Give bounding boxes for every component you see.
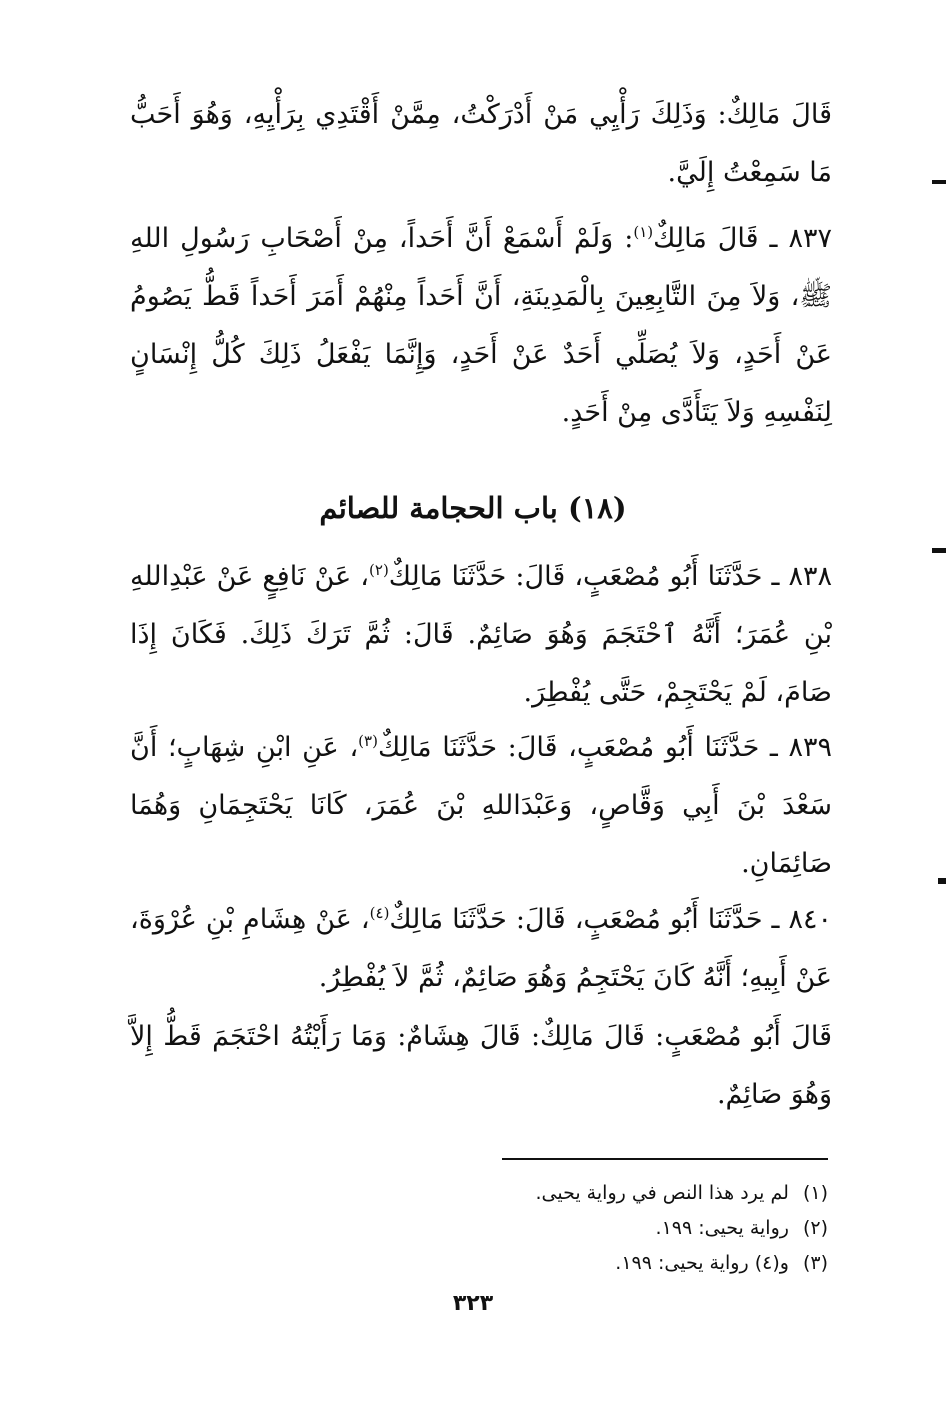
hadith-lead: ٨٤٠ ـ حَدَّثَنَا أَبُو مُصْعَبٍ، قَالَ: حَدَّثَنَا مَالِكٌ bbox=[389, 904, 832, 935]
scan-edge-mark bbox=[938, 878, 946, 884]
footnote-number: (١) bbox=[802, 1182, 828, 1204]
page-number: ٣٢٣ bbox=[452, 1291, 494, 1316]
footnote-text: رواية يحيى: ١٩٩. bbox=[655, 1217, 789, 1239]
paragraph-malik-opinion bbox=[130, 86, 832, 202]
footnote-2 bbox=[128, 1211, 828, 1246]
footnote-3 bbox=[128, 1246, 828, 1281]
paragraph-hisham bbox=[130, 1008, 832, 1124]
footnote-ref: (٣) bbox=[358, 732, 378, 750]
footnote-number: (٢) bbox=[802, 1217, 828, 1239]
hadith-837 bbox=[130, 210, 832, 442]
scan-edge-mark bbox=[932, 548, 946, 553]
hadith-lead: ٨٣٨ ـ حَدَّثَنَا أَبُو مُصْعَبٍ، قَالَ: حَدَّثَنَا مَالِكٌ bbox=[388, 561, 832, 592]
hadith-lead: ٨٣٧ ـ قَالَ مَالِكٌ bbox=[653, 223, 832, 254]
hadith-text: ، عَنْ نَافِعٍ عَنْ عَبْدِاللهِ بْنِ عُمَرَ؛ أَنَّهُ ٱحْتَجَمَ وَهُوَ صَائِمٌ. قَالَ: ثُمَّ تَرَكَ ذَلِكَ. فَكَانَ إِذَا صَامَ، لَمْ يَحْتَجِمْ، حَتَّى يُفْطِرَ. bbox=[130, 561, 832, 708]
footnote-number: (٣) bbox=[802, 1252, 828, 1274]
paragraph-text: قَالَ مَالِكٌ: وَذَلِكَ رَأْيِي مَنْ أَدْرَكْتُ، مِمَّنْ أَقْتَدِي بِرَأْيِهِ، وَهُوَ أَحَبُّ مَا سَمِعْتُ إِلَيَّ. bbox=[130, 99, 832, 188]
hadith-840 bbox=[130, 891, 832, 1007]
footnote-text: لم يرد هذا النص في رواية يحيى. bbox=[535, 1182, 789, 1204]
footnote-text: و(٤) رواية يحيى: ١٩٩. bbox=[615, 1252, 789, 1274]
footnote-1 bbox=[128, 1176, 828, 1211]
scan-edge-mark bbox=[932, 180, 946, 184]
paragraph-text: قَالَ أَبُو مُصْعَبٍ: قَالَ مَالِكٌ: قَالَ هِشَامٌ: وَمَا رَأَيْتُهُ احْتَجَمَ قَطُّ إِلاَّ وَهُوَ صَائِمٌ. bbox=[130, 1021, 832, 1110]
footnotes bbox=[128, 1176, 828, 1281]
footnote-ref: (١) bbox=[633, 223, 654, 241]
hadith-text: ، عَنِ ابْنِ شِهَابٍ؛ أَنَّ سَعْدَ بْنَ أَبِي وَقَّاصٍ، وَعَبْدَاللهِ بْنَ عُمَرَ، كَانَا يَحْتَجِمَانِ وَهُمَا صَائِمَانِ. bbox=[130, 732, 832, 879]
footnote-ref: (٤) bbox=[369, 904, 390, 922]
hadith-text: ، عَنْ هِشَامِ بْنِ عُرْوَةَ، عَنْ أَبِيهِ؛ أَنَّهُ كَانَ يَحْتَجِمُ وَهُوَ صَائِمٌ، ثُمَّ لاَ يُفْطِرُ. bbox=[130, 904, 832, 993]
footnote-divider bbox=[502, 1158, 828, 1160]
hadith-838 bbox=[130, 548, 832, 722]
footnote-ref: (٢) bbox=[369, 561, 389, 579]
hadith-839 bbox=[130, 719, 832, 893]
section-heading: (١٨) باب الحجامة للصائم bbox=[319, 491, 627, 525]
hadith-text: : وَلَمْ أَسْمَعْ أَنَّ أَحَداً، مِنْ أَصْحَابِ رَسُولِ اللهِ ﷺ، وَلاَ مِنَ التَّابِعِينَ بِالْمَدِينَةِ، أَنَّ أَحَداً مِنْهُمْ أَمَرَ أَحَداً قَطُّ يَصُومُ عَنْ أَحَدٍ، وَلاَ يُصَلِّي أَحَدٌ عَنْ أَحَدٍ، وَإِنَّمَا يَفْعَلُ ذَلِكَ كُلُّ إِنْسَانٍ لِنَفْسِهِ وَلاَ يَتَأَدَّى مِنْ أَحَدٍ. bbox=[130, 223, 832, 428]
hadith-lead: ٨٣٩ ـ حَدَّثَنَا أَبُو مُصْعَبٍ، قَالَ: حَدَّثَنَا مَالِكٌ bbox=[377, 732, 832, 763]
